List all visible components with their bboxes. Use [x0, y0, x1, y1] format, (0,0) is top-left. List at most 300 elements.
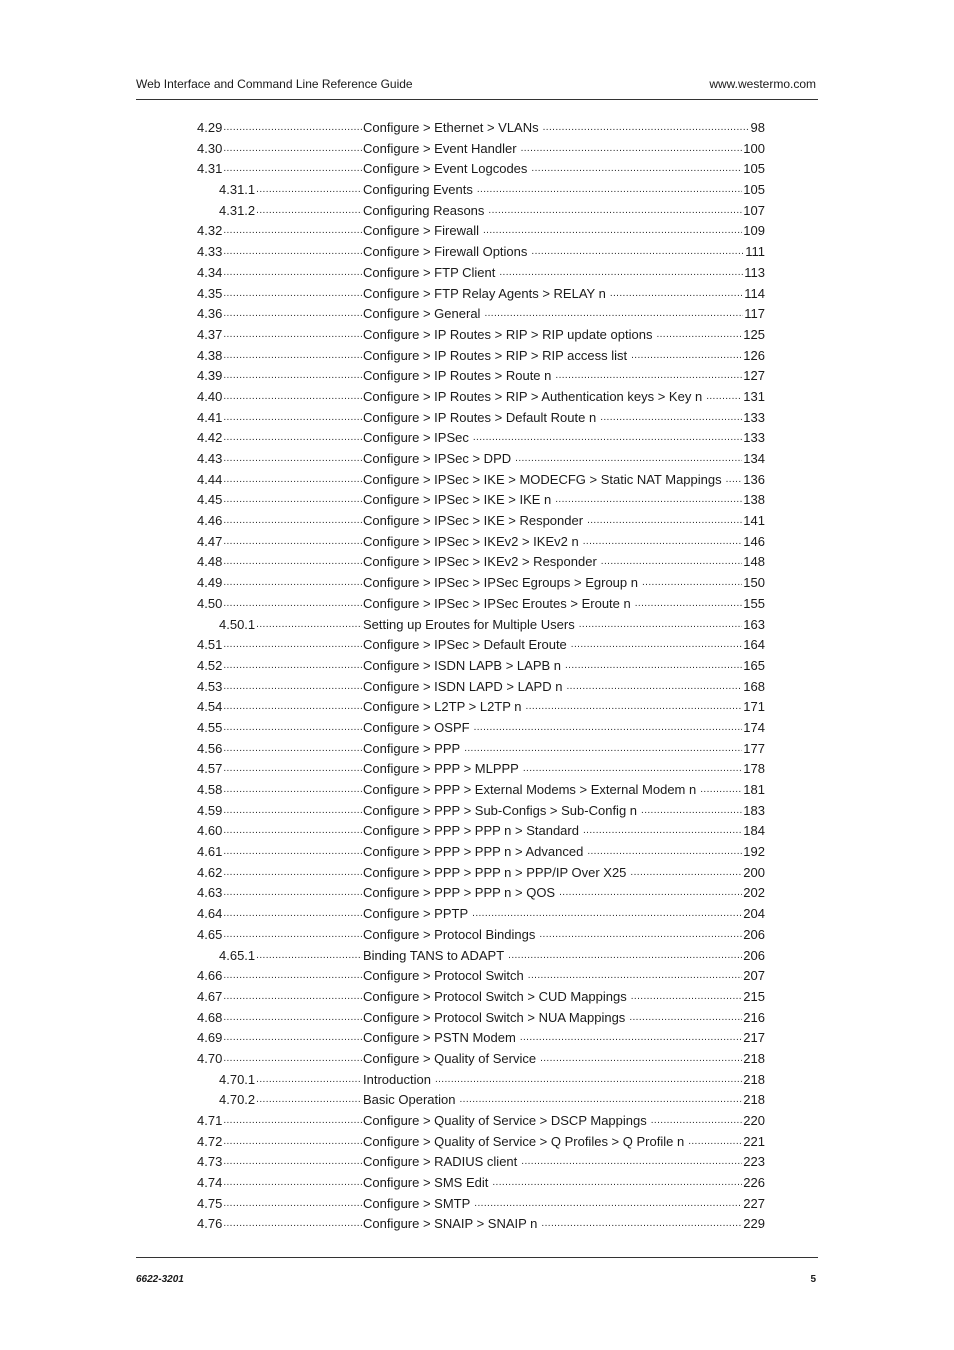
- toc-section-title: Configure > PPP > PPP n > Standard: [363, 823, 579, 839]
- toc-page-number: 204: [743, 906, 765, 922]
- toc-entry[interactable]: [197, 1111, 765, 1132]
- toc-entry[interactable]: [197, 821, 765, 842]
- toc-title-column: [363, 739, 765, 760]
- toc-page-number: 126: [743, 347, 765, 363]
- dot-leader: [474, 1194, 742, 1215]
- dot-leader: [223, 718, 362, 739]
- toc-page-number: 218: [743, 1071, 765, 1087]
- toc-title-column: [363, 263, 765, 284]
- toc-section-number: 4.66: [197, 968, 223, 984]
- toc-section-title: Binding TANS to ADAPT: [363, 947, 505, 963]
- toc-section-title: Basic Operation: [363, 1092, 456, 1108]
- toc-number-column: [197, 842, 362, 863]
- toc-number-column: [197, 387, 362, 408]
- toc-entry[interactable]: [197, 470, 765, 491]
- dot-leader: [656, 325, 742, 346]
- dot-leader: [484, 304, 743, 325]
- dot-leader: [223, 697, 362, 718]
- toc-entry[interactable]: [197, 1049, 765, 1070]
- toc-number-column: [197, 1214, 362, 1235]
- toc-number-column: [197, 925, 362, 946]
- toc-section-title: Configure > IPSec > IKE > MODECFG > Static NAT Mappings: [363, 471, 722, 487]
- dot-leader: [223, 987, 362, 1008]
- toc-number-column: [197, 366, 362, 387]
- toc-title-column: [363, 883, 765, 904]
- toc-section-title: Configure > PPP > PPP n > Advanced: [363, 844, 584, 860]
- dot-leader: [629, 1008, 742, 1029]
- toc-page-number: 146: [743, 533, 765, 549]
- toc-section-number: 4.55: [197, 719, 223, 735]
- toc-section-title: Configure > FTP Client: [363, 264, 496, 280]
- toc-entry[interactable]: [197, 159, 765, 180]
- toc-section-number: 4.64: [197, 906, 223, 922]
- toc-section-number: 4.51: [197, 637, 223, 653]
- toc-section-number: 4.43: [197, 451, 223, 466]
- dot-leader: [223, 449, 362, 470]
- toc-section-number: 4.67: [197, 988, 223, 1004]
- dot-leader: [223, 408, 362, 429]
- toc-page-number: 113: [744, 264, 765, 280]
- toc-entry[interactable]: [197, 346, 765, 367]
- dot-leader: [223, 1008, 362, 1029]
- toc-entry[interactable]: [197, 759, 765, 780]
- toc-number-column: [197, 883, 362, 904]
- toc-entry[interactable]: [197, 635, 765, 656]
- toc-page-number: 184: [743, 823, 765, 839]
- toc-section-number: 4.34: [197, 264, 223, 280]
- toc-section-title: Configure > ISDN LAPD > LAPD n: [363, 678, 563, 694]
- toc-page-number: 177: [743, 740, 765, 756]
- toc-number-column: [197, 532, 362, 553]
- toc-section-number: 4.37: [197, 326, 223, 342]
- toc-entry[interactable]: [197, 863, 765, 884]
- toc-entry[interactable]: [197, 408, 765, 429]
- toc-page-number: 216: [743, 1009, 765, 1025]
- dot-leader: [700, 780, 742, 801]
- toc-page-number: 105: [743, 182, 765, 198]
- toc-section-number: 4.70: [197, 1050, 223, 1066]
- toc-entry[interactable]: [197, 1194, 765, 1215]
- toc-page-number: 192: [743, 844, 765, 860]
- toc-number-column: [197, 801, 362, 822]
- dot-leader: [256, 1070, 362, 1091]
- toc-title-column: [363, 159, 765, 180]
- toc-entry[interactable]: [197, 1070, 765, 1091]
- dot-leader: [223, 801, 362, 822]
- dot-leader: [223, 284, 362, 305]
- toc-number-column: [197, 1194, 362, 1215]
- toc-entry[interactable]: [197, 780, 765, 801]
- dot-leader: [601, 552, 743, 573]
- toc-section-title: Configure > PPP: [363, 740, 461, 756]
- toc-title-column: [363, 1152, 765, 1173]
- dot-leader: [587, 842, 742, 863]
- toc-section-number: 4.35: [197, 285, 223, 301]
- toc-entry[interactable]: [197, 801, 765, 822]
- toc-page-number: 206: [743, 947, 765, 963]
- toc-section-number: 4.48: [197, 554, 223, 570]
- toc-entry[interactable]: [197, 304, 765, 325]
- toc-section-number: 4.65.1: [219, 947, 256, 963]
- toc-number-column: [219, 201, 362, 222]
- toc-section-title: Configure > PPTP: [363, 906, 469, 922]
- toc-page-number: 131: [743, 388, 765, 404]
- dot-leader: [610, 284, 743, 305]
- toc-entry[interactable]: [197, 615, 765, 636]
- toc-entry[interactable]: [197, 594, 765, 615]
- toc-number-column: [197, 139, 362, 160]
- toc-number-column: [197, 677, 362, 698]
- toc-section-number: 4.49: [197, 575, 223, 591]
- footer-divider: [136, 1257, 818, 1258]
- toc-number-column: [197, 284, 362, 305]
- toc-section-title: Configure > SMTP: [363, 1195, 471, 1211]
- toc-entry[interactable]: [197, 139, 765, 160]
- toc-number-column: [197, 759, 362, 780]
- toc-section-title: Configure > IP Routes > Default Route n: [363, 409, 597, 425]
- toc-title-column: [363, 842, 765, 863]
- toc-number-column: [197, 221, 362, 242]
- toc-entry[interactable]: [197, 697, 765, 718]
- toc-title-column: [363, 1173, 765, 1194]
- dot-leader: [499, 263, 743, 284]
- toc-title-column: [363, 552, 765, 573]
- toc-section-number: 4.59: [197, 802, 223, 818]
- toc-page-number: 174: [743, 719, 765, 735]
- toc-section-title: Configure > OSPF: [363, 719, 470, 735]
- toc-section-number: 4.50.1: [219, 616, 256, 632]
- toc-entry[interactable]: [197, 263, 765, 284]
- header-website: www.westermo.com: [709, 77, 816, 91]
- toc-page-number: 127: [743, 368, 765, 384]
- toc-section-number: 4.33: [197, 244, 223, 260]
- dot-leader: [559, 883, 742, 904]
- dot-leader: [726, 470, 743, 491]
- toc-title-column: [363, 1111, 765, 1132]
- toc-number-column: [219, 180, 362, 201]
- toc-entry[interactable]: [197, 1173, 765, 1194]
- toc-section-title: Configure > Quality of Service > DSCP Mappings: [363, 1113, 647, 1128]
- dot-leader: [223, 470, 362, 491]
- toc-section-number: 4.75: [197, 1195, 223, 1211]
- toc-section-number: 4.57: [197, 761, 223, 777]
- toc-title-column: [363, 780, 765, 801]
- toc-page-number: 150: [743, 575, 765, 591]
- toc-number-column: [197, 511, 362, 532]
- dot-leader: [223, 780, 362, 801]
- toc-section-title: Configure > SNAIP > SNAIP n: [363, 1216, 538, 1232]
- toc-number-column: [219, 1070, 362, 1091]
- dot-leader: [223, 242, 362, 263]
- toc-page-number: 163: [743, 616, 765, 632]
- toc-page-number: 168: [743, 678, 765, 694]
- dot-leader: [223, 532, 362, 553]
- toc-entry[interactable]: [197, 325, 765, 346]
- dot-leader: [256, 946, 362, 967]
- toc-entry[interactable]: [197, 552, 765, 573]
- toc-section-title: Configure > FTP Relay Agents > RELAY n: [363, 285, 606, 301]
- dot-leader: [223, 366, 362, 387]
- toc-section-title: Configure > IP Routes > RIP > Authentication keys > Key n: [363, 388, 703, 404]
- dot-leader: [223, 1214, 362, 1235]
- toc-entry[interactable]: [197, 284, 765, 305]
- toc-entry[interactable]: [197, 387, 765, 408]
- toc-entry[interactable]: [197, 718, 765, 739]
- toc-number-column: [197, 987, 362, 1008]
- toc-number-column: [219, 946, 362, 967]
- toc-entry[interactable]: [197, 366, 765, 387]
- dot-leader: [541, 1214, 742, 1235]
- dot-leader: [223, 325, 362, 346]
- dot-leader: [488, 201, 742, 222]
- header-title: Web Interface and Command Line Reference Guide: [136, 77, 413, 91]
- toc-page-number: 133: [743, 430, 765, 446]
- toc-entry[interactable]: [197, 1214, 765, 1235]
- dot-leader: [256, 201, 362, 222]
- toc-section-number: 4.70.1: [219, 1071, 256, 1087]
- dot-leader: [223, 139, 362, 160]
- toc-page-number: 226: [743, 1175, 765, 1191]
- toc-number-column: [197, 1173, 362, 1194]
- toc-page-number: 165: [743, 657, 765, 673]
- toc-entry[interactable]: [197, 1152, 765, 1173]
- toc-entry[interactable]: [197, 242, 765, 263]
- toc-number-column: [197, 242, 362, 263]
- dot-leader: [566, 677, 742, 698]
- toc-section-title: Configure > Ethernet > VLANs: [363, 120, 539, 135]
- toc-page-number: 100: [743, 140, 765, 156]
- toc-number-column: [197, 159, 362, 180]
- toc-title-column: [363, 718, 765, 739]
- dot-leader: [460, 1090, 743, 1111]
- toc-entry[interactable]: [197, 883, 765, 904]
- dot-leader: [223, 573, 362, 594]
- toc-number-column: [197, 594, 362, 615]
- toc-title-column: [363, 863, 765, 884]
- toc-entry[interactable]: [197, 656, 765, 677]
- toc-section-title: Configure > Protocol Switch > NUA Mappings: [363, 1009, 626, 1025]
- toc-section-number: 4.63: [197, 885, 223, 901]
- toc-title-column: [363, 325, 765, 346]
- toc-number-column: [197, 263, 362, 284]
- header-divider: [136, 99, 818, 100]
- dot-leader: [600, 408, 742, 429]
- toc-entry[interactable]: [197, 428, 765, 449]
- dot-leader: [256, 1090, 362, 1111]
- toc-section-title: Configure > Protocol Bindings: [363, 926, 536, 942]
- toc-entry[interactable]: [197, 180, 765, 201]
- toc-page-number: 171: [743, 699, 765, 715]
- toc-entry[interactable]: [197, 532, 765, 553]
- toc-section-title: Introduction: [363, 1071, 431, 1087]
- toc-section-title: Configure > Firewall: [363, 223, 479, 239]
- toc-page-number: 133: [743, 409, 765, 425]
- toc-page-number: 181: [743, 782, 765, 797]
- toc-number-column: [197, 346, 362, 367]
- toc-title-column: [363, 449, 765, 470]
- dot-leader: [256, 615, 362, 636]
- toc-page-number: 109: [743, 223, 765, 239]
- page-number: 5: [810, 1274, 816, 1285]
- dot-leader: [223, 346, 362, 367]
- toc-number-column: [197, 1152, 362, 1173]
- dot-leader: [635, 594, 743, 615]
- dot-leader: [474, 718, 743, 739]
- toc-section-title: Configure > IPSec > IPSec Eroutes > Eroute n: [363, 595, 631, 611]
- toc-section-number: 4.69: [197, 1030, 223, 1046]
- dot-leader: [631, 346, 742, 367]
- dot-leader: [688, 1132, 742, 1153]
- toc-page-number: 134: [743, 451, 765, 466]
- toc-entry[interactable]: [197, 739, 765, 760]
- toc-section-number: 4.58: [197, 782, 223, 797]
- toc-section-title: Configure > IPSec: [363, 430, 469, 446]
- toc-entry[interactable]: [197, 201, 765, 222]
- toc-section-number: 4.46: [197, 513, 223, 529]
- toc-section-number: 4.40: [197, 388, 223, 404]
- dot-leader: [521, 1152, 742, 1173]
- toc-number-column: [197, 304, 362, 325]
- toc-page-number: 227: [743, 1195, 765, 1211]
- toc-title-column: [363, 1132, 765, 1153]
- toc-title-column: [363, 1214, 765, 1235]
- toc-page-number: 98: [750, 120, 765, 135]
- toc-entry[interactable]: [197, 221, 765, 242]
- toc-title-column: [363, 615, 765, 636]
- toc-number-column: [197, 118, 362, 139]
- toc-section-number: 4.73: [197, 1154, 223, 1170]
- toc-entry[interactable]: [197, 490, 765, 511]
- toc-entry[interactable]: [197, 118, 765, 139]
- toc-section-number: 4.30: [197, 140, 223, 156]
- dot-leader: [587, 511, 742, 532]
- toc-title-column: [363, 987, 765, 1008]
- toc-entry[interactable]: [197, 904, 765, 925]
- toc-page-number: 207: [743, 968, 765, 984]
- dot-leader: [483, 221, 742, 242]
- toc-number-column: [197, 656, 362, 677]
- toc-entry[interactable]: [197, 449, 765, 470]
- toc-entry[interactable]: [197, 511, 765, 532]
- toc-number-column: [197, 449, 362, 470]
- dot-leader: [223, 1173, 362, 1194]
- toc-entry[interactable]: [197, 842, 765, 863]
- dot-leader: [223, 159, 362, 180]
- toc-title-column: [363, 346, 765, 367]
- toc-entry[interactable]: [197, 1028, 765, 1049]
- dot-leader: [223, 594, 362, 615]
- toc-page-number: 136: [743, 471, 765, 487]
- toc-section-number: 4.38: [197, 347, 223, 363]
- dot-leader: [515, 449, 742, 470]
- toc-entry[interactable]: [197, 925, 765, 946]
- toc-title-column: [363, 946, 765, 967]
- toc-section-title: Configure > Quality of Service: [363, 1050, 537, 1066]
- toc-page-number: 141: [743, 513, 765, 529]
- dot-leader: [464, 739, 742, 760]
- dot-leader: [223, 552, 362, 573]
- toc-title-column: [363, 966, 765, 987]
- toc-entry[interactable]: [197, 946, 765, 967]
- toc-page-number: 229: [743, 1216, 765, 1232]
- dot-leader: [543, 118, 750, 139]
- toc-number-column: [197, 573, 362, 594]
- toc-section-title: Configure > PPP > Sub-Configs > Sub-Config n: [363, 802, 638, 818]
- toc-section-title: Configure > IPSec > IKE > IKE n: [363, 492, 552, 508]
- toc-number-column: [197, 635, 362, 656]
- toc-section-number: 4.36: [197, 306, 223, 322]
- toc-section-title: Configure > IPSec > IKEv2 > Responder: [363, 554, 597, 570]
- dot-leader: [223, 221, 362, 242]
- dot-leader: [223, 883, 362, 904]
- toc-number-column: [197, 552, 362, 573]
- dot-leader: [223, 1152, 362, 1173]
- toc-number-column: [197, 470, 362, 491]
- toc-section-title: Configure > IPSec > IPSec Egroups > Egroup n: [363, 575, 638, 591]
- toc-page-number: 183: [743, 802, 765, 818]
- toc-number-column: [197, 863, 362, 884]
- toc-section-number: 4.41: [197, 409, 223, 425]
- toc-section-title: Configure > IP Routes > RIP > RIP update options: [363, 326, 653, 342]
- toc-section-number: 4.50: [197, 595, 223, 611]
- toc-section-number: 4.76: [197, 1216, 223, 1232]
- toc-number-column: [197, 1049, 362, 1070]
- toc-title-column: [363, 573, 765, 594]
- toc-title-column: [363, 1090, 765, 1111]
- table-of-contents: [197, 118, 765, 1235]
- toc-section-title: Configuring Events: [363, 182, 473, 198]
- toc-section-number: 4.29: [197, 120, 223, 135]
- dot-leader: [539, 925, 742, 946]
- toc-title-column: [363, 387, 765, 408]
- toc-section-title: Configure > IP Routes > Route n: [363, 368, 552, 384]
- toc-entry[interactable]: [197, 1090, 765, 1111]
- toc-entry[interactable]: [197, 966, 765, 987]
- toc-section-number: 4.72: [197, 1133, 223, 1149]
- toc-section-number: 4.61: [197, 844, 223, 860]
- dot-leader: [223, 925, 362, 946]
- toc-title-column: [363, 656, 765, 677]
- toc-entry[interactable]: [197, 987, 765, 1008]
- toc-page-number: 221: [743, 1133, 765, 1149]
- toc-section-number: 4.45: [197, 492, 223, 508]
- dot-leader: [223, 656, 362, 677]
- toc-section-title: Configure > L2TP > L2TP n: [363, 699, 522, 715]
- toc-entry[interactable]: [197, 677, 765, 698]
- toc-entry[interactable]: [197, 1008, 765, 1029]
- dot-leader: [565, 656, 742, 677]
- dot-leader: [223, 635, 362, 656]
- toc-title-column: [363, 635, 765, 656]
- toc-section-title: Configure > Event Handler: [363, 140, 517, 156]
- dot-leader: [555, 490, 742, 511]
- toc-section-title: Configure > SMS Edit: [363, 1175, 489, 1191]
- dot-leader: [520, 1028, 742, 1049]
- dot-leader: [472, 904, 742, 925]
- toc-section-title: Configure > Quality of Service > Q Profiles > Q Profile n: [363, 1133, 685, 1149]
- toc-section-number: 4.31: [197, 161, 223, 177]
- toc-section-number: 4.71: [197, 1113, 223, 1128]
- toc-section-number: 4.39: [197, 368, 223, 384]
- toc-title-column: [363, 1008, 765, 1029]
- dot-leader: [435, 1070, 742, 1091]
- dot-leader: [223, 904, 362, 925]
- toc-section-title: Configure > Firewall Options: [363, 244, 528, 260]
- toc-entry[interactable]: [197, 573, 765, 594]
- dot-leader: [223, 428, 362, 449]
- toc-title-column: [363, 801, 765, 822]
- toc-entry[interactable]: [197, 1132, 765, 1153]
